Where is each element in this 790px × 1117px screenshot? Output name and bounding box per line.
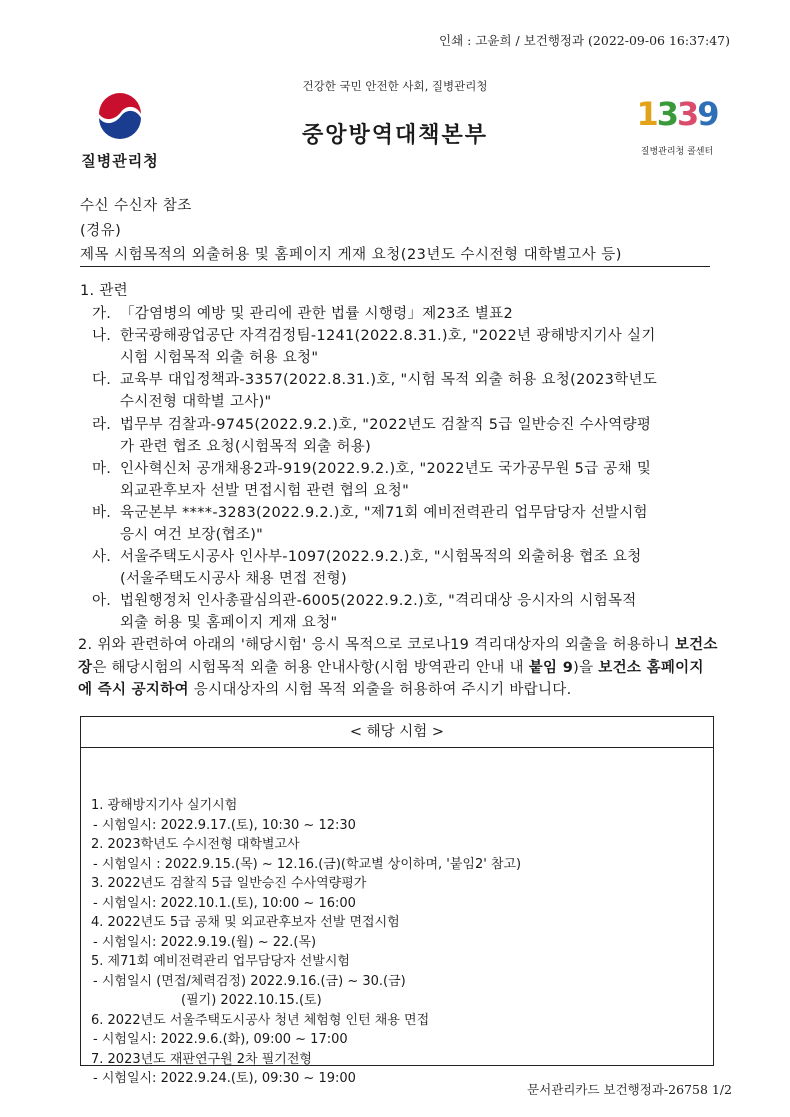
related-mark: 다. [92,372,112,388]
related-mark: 마. [92,461,112,477]
header-rule [80,266,710,267]
print-info: 인쇄 : 고윤희 / 보건행정과 (2022-09-06 16:37:47) [439,33,730,48]
para2-bold-health-center-head: 보건소장 [78,637,718,676]
related-text-cont: 시험 시험목적 외출 허용 요청" [120,350,319,366]
exam-box-title: < 해당 시험 > [81,717,713,748]
callcenter-number [632,94,722,134]
paragraph-2 [78,634,718,702]
exam-item-detail: - 시험일시: 2022.10.1.(토), 10:00 ~ 16:00 [93,895,356,911]
exam-box [80,716,714,1086]
related-text: 인사혁신처 공개채용2과-919(2022.9.2.)호, "2022년도 국가공무원 5급 공채 및 [120,461,652,477]
exam-list [81,748,713,1089]
callcenter-digit: 1 [636,95,657,133]
exam-item-detail: - 시험일시: 2022.9.24.(토), 09:30 ~ 19:00 [93,1071,356,1086]
callcenter-label: 질병관리청 콜센터 [640,147,714,157]
exam-item-title: 1. 광해방지기사 실기시험 [91,798,238,813]
footer: 문서관리카드 보건행정과-26758 1/2 [527,1082,732,1097]
related-item [92,546,722,590]
para2-text: 응시대상자의 시험 목적 외출을 허용하여 주시기 바랍니다. [188,682,572,698]
related-text-cont: 가 관련 협조 요청(시험목적 외출 허용) [120,439,372,455]
via-line: (경유) [80,223,122,239]
recipient-line: 수신 수신자 참조 [80,198,192,214]
related-text-cont: 외교관후보자 선발 면접시험 관련 협의 요청" [120,483,410,499]
related-item [92,369,722,413]
related-mark: 사. [92,549,112,565]
exam-item-detail: - 시험일시: 2022.9.6.(화), 09:00 ~ 17:00 [93,1032,348,1047]
related-text: 법원행정처 인사총괄심의관-6005(2022.9.2.)호, "격리대상 응시자의 시험목적 [120,593,637,609]
slogan: 건강한 국민 안전한 사회, 질병관리청 [302,79,488,93]
related-item [92,303,722,325]
related-mark: 나. [92,328,112,344]
section1-title: 1. 관련 [80,283,128,299]
exam-item-detail: - 시험일시 (면접/체력검정) 2022.9.16.(금) ~ 30.(금) [93,973,406,989]
exam-item-detail-extra: (필기) 2022.10.15.(토) [181,993,322,1008]
related-text-cont: 외출 허용 및 홈페이지 게재 요청" [120,615,338,631]
para2-bold-homepage-notice: 보건소 홈페이지에 즉시 공지하여 [78,659,704,698]
related-text: 법무부 검찰과-9745(2022.9.2.)호, "2022년도 검찰직 5급 일반승진 수사역량평 [120,417,652,433]
para2-text: 2. 위와 관련하여 아래의 '해당시험' 응시 목적으로 코로나19 격리대상자의 외출을 허용하니 [78,637,675,653]
related-text: 「감염병의 예방 및 관리에 관한 법률 시행령」제23조 별표2 [120,306,513,322]
callcenter-digit: 3 [677,95,698,133]
related-text-cont: 수시전형 대학별 고사)" [120,394,272,410]
callcenter-digit: 9 [697,95,718,133]
exam-item-title: 6. 2022년도 서울주택도시공사 청년 체험형 인턴 채용 면접 [91,1012,430,1028]
exam-item-detail: - 시험일시: 2022.9.17.(토), 10:30 ~ 12:30 [93,817,356,833]
exam-item-title: 5. 제71회 예비전력관리 업무담당자 선발시험 [91,954,350,969]
exam-item-title: 3. 2022년도 검찰직 5급 일반승진 수사역량평가 [91,876,367,891]
exam-item-detail: - 시험일시: 2022.9.19.(월) ~ 22.(목) [93,934,317,950]
related-mark: 바. [92,505,112,521]
exam-item-title: 7. 2023년도 재판연구원 2차 필기전형 [91,1051,312,1067]
kdca-logo-name: 질병관리청 [81,152,159,170]
exam-item-detail: - 시험일시 : 2022.9.15.(목) ~ 12.16.(금)(학교별 상이하며, '붙임2' 참고) [93,856,522,872]
related-item [92,325,722,369]
related-text: 육군본부 ****-3283(2022.9.2.)호, "제71회 예비전력관리 업무담당자 선발시험 [120,505,648,521]
para2-text: 은 해당시험의 시험목적 외출 허용 안내사항(시험 방역관리 안내 내 [92,659,529,676]
related-mark: 아. [92,593,112,609]
subject-line: 제목 시험목적의 외출허용 및 홈페이지 게재 요청(23년도 수시전형 대학별고사 등) [80,247,622,263]
related-text: 한국광해광업공단 자격검정팀-1241(2022.8.31.)호, "2022년 광해방지기사 실기 [120,328,656,344]
related-text-cont: (서울주택도시공사 채용 면접 전형) [120,571,347,587]
org-title: 중앙방역대책본부 [301,123,489,148]
callcenter-logo [632,94,722,157]
exam-item-title: 2. 2023학년도 수시전형 대학별고사 [91,837,300,852]
para2-bold-attachment: 붙임 9 [528,659,574,676]
related-text: 교육부 대입정책과-3357(2022.8.31.)호, "시험 목적 외출 허용 요청(2023학년도 [120,372,658,388]
related-mark: 라. [92,417,112,433]
related-text: 서울주택도시공사 인사부-1097(2022.9.2.)호, "시험목적의 외출허용 협조 요청 [120,549,642,565]
para2-text: )을 [573,659,599,676]
related-item [92,414,722,458]
related-mark: 가. [92,306,112,322]
related-item [92,590,722,634]
related-item [92,458,722,502]
related-text-cont: 응시 여건 보장(협조)" [120,527,264,543]
callcenter-digit: 3 [656,95,677,133]
related-item [92,502,722,546]
exam-item-title: 4. 2022년도 5급 공채 및 외교관후보자 선발 면접시험 [91,915,400,930]
